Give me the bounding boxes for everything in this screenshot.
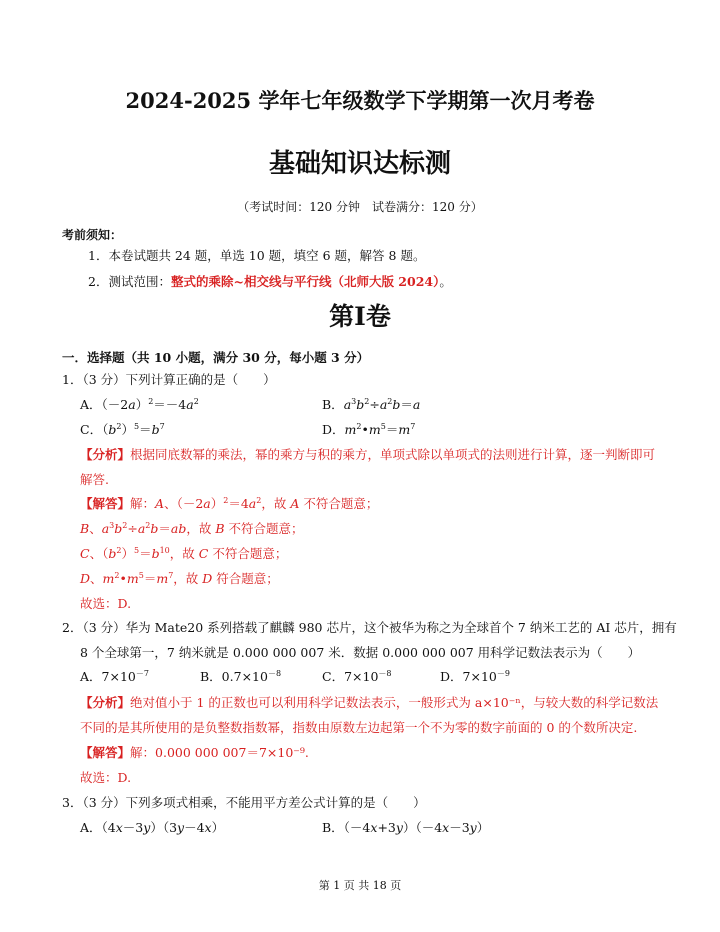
q1-option-a: A．$(-2a)^2=-4a^2$	[80, 397, 199, 413]
notice-heading: 考前须知：	[62, 228, 123, 242]
notice-item-1: 1．本卷试题共 24 题，单选 10 题，填空 6 题，解答 8 题。	[88, 248, 426, 263]
q3-stem: 3．（3 分）下列多项式相乘，不能用平方差公式计算的是（ ）	[62, 795, 426, 810]
q1-analysis-line-2: 解答.	[80, 472, 109, 487]
section-title: 一．选择题（共 10 小题，满分 30 分，每小题 3 分）	[62, 350, 370, 365]
q2-solution	[80, 745, 309, 760]
q1-solution-d: D、$m^2•m^5=m^7$，故 D 符合题意；	[80, 571, 279, 587]
q1-analysis-tag: 【分析】	[80, 447, 131, 462]
notice-item-2-prefix: 2．测试范围：	[88, 274, 171, 289]
q2-solution-tag: 【解答】	[80, 745, 131, 760]
q2-analysis-line-1	[80, 695, 658, 710]
test-range: 整式的乘除~相交线与平行线（北师大版 2024）	[170, 274, 440, 289]
q2-stem-line-2: 8 个全球第一，7 纳米就是 0.000 000 007 米．数据 0.000 000 007 用科学记数法表示为（ ）	[80, 645, 641, 660]
q2-option-d: D．$7\times 10^{-9}$	[440, 669, 510, 685]
page-footer: 第 1 页 共 18 页	[318, 879, 402, 892]
q2-option-c: C．$7\times 10^{-8}$	[322, 669, 392, 685]
q1-solution-c: C、$(b^2)^5=b^{10}$，故 C 不符合题意；	[80, 546, 288, 562]
q1-analysis-line-1	[80, 447, 655, 462]
q1-solution-a: 【解答】解：A、$(-2a)^2=4a^2$，故 A 不符合题意；	[80, 496, 379, 512]
exam-title: 2024-2025 学年七年级数学下学期第一次月考卷	[125, 88, 595, 113]
q2-stem-line-1: 2．（3 分）华为 Mate20 系列搭载了麒麟 980 芯片，这个被华为称之为全球首个 7 纳米工艺的 AI 芯片，拥有	[62, 620, 677, 635]
notice-item-2	[88, 274, 452, 289]
q1-option-b: B．$a^3b^2\div a^2b=a$	[322, 397, 421, 413]
notice-item-2-suffix: 。	[439, 274, 452, 289]
q1-solution-b: B、$a^3b^2\div a^2b=ab$，故 B 不符合题意；	[80, 521, 304, 537]
q1-analysis-text: 根据同底数幂的乘法，幂的乘方与积的乘方，单项式除以单项式的法则进行计算，逐一判断即可	[130, 447, 656, 462]
q2-solution-text: 解：0.000 000 007＝7×10⁻⁹.	[130, 745, 309, 760]
q2-analysis-text: 绝对值小于 1 的正数也可以利用科学记数法表示，一般形式为 a×10⁻ⁿ，与较大数的科学记数法	[130, 695, 659, 710]
q2-analysis-tag: 【分析】	[80, 695, 131, 710]
exam-subtitle: 基础知识达标测	[268, 149, 451, 179]
q2-choose: 故选：D.	[80, 770, 132, 785]
q2-option-a: A．$7\times 10^{-7}$	[80, 669, 149, 685]
q1-option-c: C．$(b^2)^5=b^7$	[80, 422, 165, 438]
q1-choose: 故选：D.	[80, 596, 132, 611]
q3-option-b: B．（－4x+3y）（－4x－3y）	[322, 820, 490, 835]
q2-analysis-line-2: 不同的是其所使用的是负整数指数幂，指数由原数左边起第一个不为零的数字前面的 0 的个数所决定.	[80, 720, 638, 735]
exam-info: （考试时间：120 分钟 试卷满分：120 分）	[237, 200, 483, 214]
q1-option-d: D．$m^2•m^5=m^7$	[322, 422, 416, 438]
volume-title: 第Ⅰ卷	[329, 302, 391, 331]
q1-solution-tag: 【解答】	[80, 496, 131, 512]
q3-option-a: A．（4x－3y）（3y－4x）	[80, 820, 225, 835]
q2-option-b: B．$0.7\times 10^{-8}$	[200, 669, 282, 685]
q1-stem: 1．（3 分）下列计算正确的是（ ）	[62, 372, 276, 387]
